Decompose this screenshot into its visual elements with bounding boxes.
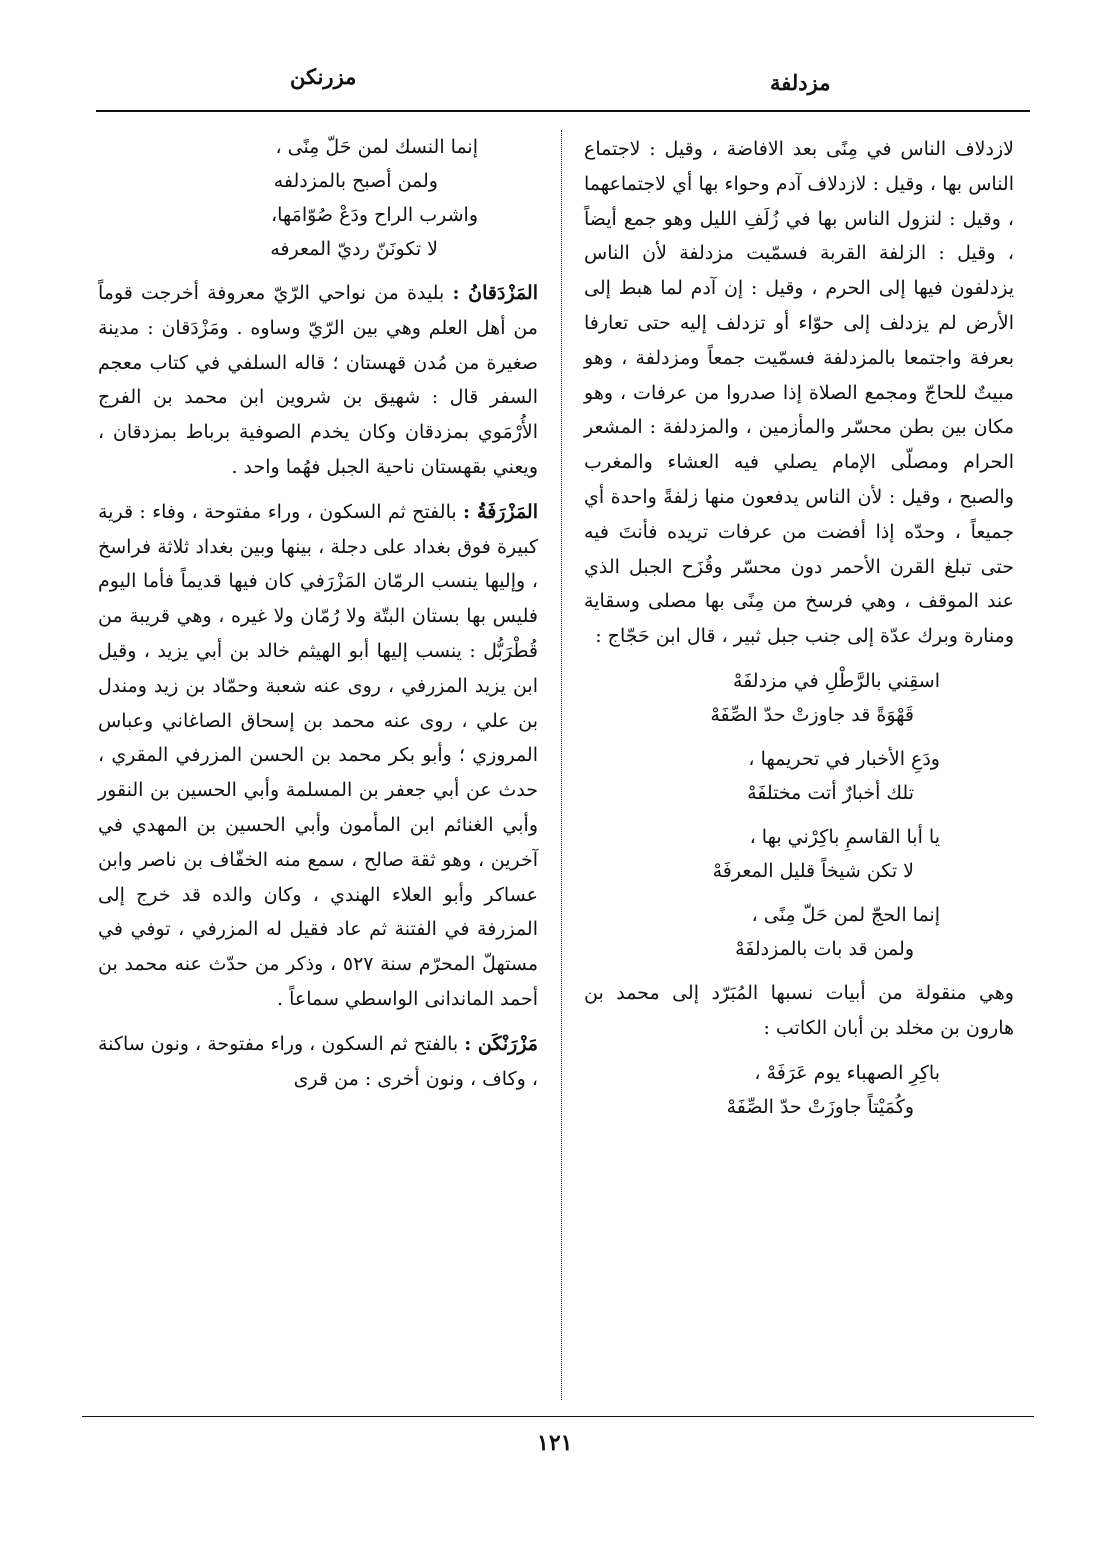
running-head-right: مزدلفة bbox=[770, 70, 831, 95]
entry-body: بليدة من نواحي الرّيّ معروفة أخرجت قوماً من أهل العلم وهي بين الرّيّ وساوه . ومَزْدَقان : مدينة صغيرة من مُدن قهستان ؛ قاله السلفي في كتاب معجم السفر قال : شهيق بن شروين ابن محمد بن الفرج الأُرْمَوي بمزدقان وكان يخدم الصوفية برباط بمزدقان ، ويعني بقهستان ناحية الجبل فهُما واحد . bbox=[98, 282, 538, 478]
verse-line: تلك أخبارٌ أتت مختلفَهْ bbox=[747, 781, 914, 804]
verse-line: اسقِني بالرَّطْلِ في مزدلفَهْ bbox=[733, 669, 940, 692]
verse-line: وكُمَيْتاً جاوزَتْ حدّ الصِّفَهْ bbox=[726, 1095, 914, 1118]
left-column bbox=[98, 130, 538, 1096]
entry-body: بالفتح ثم السكون ، وراء مفتوحة ، ونون ساكنة ، وكاف ، ونون أخرى : من قرى bbox=[98, 1032, 538, 1090]
paragraph: لازدلاف الناس في مِنًى بعد الافاضة ، وقيل : لاجتماع الناس بها ، وقيل : لازدلاف آدم وحواء بها أي لاجتماعهما ، وقيل : لنزول الناس بها في زُلَفِ الليل وهو جمع أيضاً ، وقيل : الزلفة القربة فسمّيت مزدلفة لأن الناس يزدلفون فيها إلى الحرم ، وقيل : إن آدم لما هبط إلى الأرض لم يزدلف إلى حوّاء أو تزدلف إليه حتى تعارفا بعرفة واجتمعا بالمزدلفة فسمّيت جمعاً ومزدلفة ، وهو مبيتٌ للحاجّ ومجمع الصلاة إذا صدروا من عرفات ، وهو مكان بين بطن محسّر والمأزمين ، والمزدلفة : المشعر الحرام ومصلّى الإمام يصلي فيه العشاء والمغرب والصبح ، وقيل : لأن الناس يدفعون منها زلفةً واحدة أي جميعاً ، وحدّه إذا أفضت من عرفات تريده فأنتَ فيه حتى تبلغ القرن الأحمر دون محسّر وقُزَح الجبل الذي عند الموقف ، وهي فرسخ من مِنًى بها مصلى وسقاية ومنارة وبرك عدّة إلى جنب جبل ثبير ، قال ابن حَجّاج : bbox=[584, 138, 1014, 648]
verse-line: إنما النسك لمن حَلّ مِنًى ، bbox=[275, 136, 478, 158]
verse-line: ودَعِ الأخبار في تحريمها ، bbox=[748, 747, 940, 770]
verse-line: إنما الحجّ لمن حَلّ مِنًى ، bbox=[751, 903, 940, 926]
column-divider bbox=[561, 130, 562, 1400]
page-number: ١٢١ bbox=[537, 1430, 573, 1456]
verse-line: قَهْوَةً قد جاوزتْ حدّ الصِّفَهْ bbox=[710, 703, 914, 726]
entry-body: بالفتح ثم السكون ، وراء مفتوحة ، وفاء : قرية كبيرة فوق بغداد على دجلة ، بينها وبين بغداد ثلاثة فراسخ ، وإليها ينسب الرمّان المَزْرَفي كان فيها قديماً فأما اليوم فليس بها بستان البتّة ولا رُمّان ولا غيره ، وهي قريبة من قُطْرَبُّل : ينسب إليها أبو الهيثم خالد بن أبي يزيد ، وقيل ابن يزيد المزرفي ، روى عنه شعبة وحمّاد بن زيد ومندل بن علي ، روى عنه محمد بن إسحاق الصاغاني وعباس المروزي ؛ وأبو بكر محمد بن الحسن المزرفي المقري ، حدث عن أبي جعفر بن المسلمة وأبي الحسين بن النقور وأبي الغنائم ابن المأمون وأبي الحسين بن المهدي في آخرين ، وهو ثقة صالح ، سمع منه الخفّاف بن ناصر وابن عساكر وأبو العلاء الهندي ، وكان والده قد خرج إلى المزرفة في الفتنة ثم عاد فقيل له المزرفي ، توفي في مستهلّ المحرّم سنة ٥٢٧ ، وذكر من حدّث عنه محمد بن أحمد الماندانی الواسطي سماعاً . bbox=[98, 500, 538, 1010]
verse-line: باكِرِ الصهباء يوم عَرَفَهْ ، bbox=[754, 1061, 940, 1084]
verse-line: يا أبا القاسمِ باكِرْني بها ، bbox=[749, 825, 940, 848]
entry-headword: المَزْرَفَةُ : bbox=[463, 500, 538, 523]
header-rule bbox=[96, 110, 1030, 112]
verse-line: ولمن قد بات بالمزدلفَهْ bbox=[735, 937, 914, 960]
entry-mazrafa bbox=[98, 495, 538, 1017]
footer-rule bbox=[82, 1416, 1034, 1417]
paragraph: وهي منقولة من أبيات نسبها المُبَرّد إلى محمد بن هارون بن مخلد بن أبان الكاتب : bbox=[584, 981, 1014, 1039]
entry-mazrankan bbox=[98, 1027, 538, 1097]
entry-headword: مَزْرَنْكَن : bbox=[464, 1032, 538, 1055]
running-head-left: مزرنكن bbox=[290, 64, 357, 89]
verse-line: لا تكونَنّ رديّ المعرفه bbox=[270, 238, 438, 260]
verse-line: ولمن أصبح بالمزدلفه bbox=[273, 170, 438, 192]
entry-headword: المَزْدَقانُ : bbox=[452, 282, 539, 304]
verse-line: واشرب الراح ودَعْ صُوّامَها، bbox=[270, 204, 478, 226]
entry-mazdaqan bbox=[98, 276, 538, 485]
right-column bbox=[584, 132, 1014, 1124]
verse-line: لا تكن شيخاً قليل المعرفَهْ bbox=[712, 859, 914, 882]
